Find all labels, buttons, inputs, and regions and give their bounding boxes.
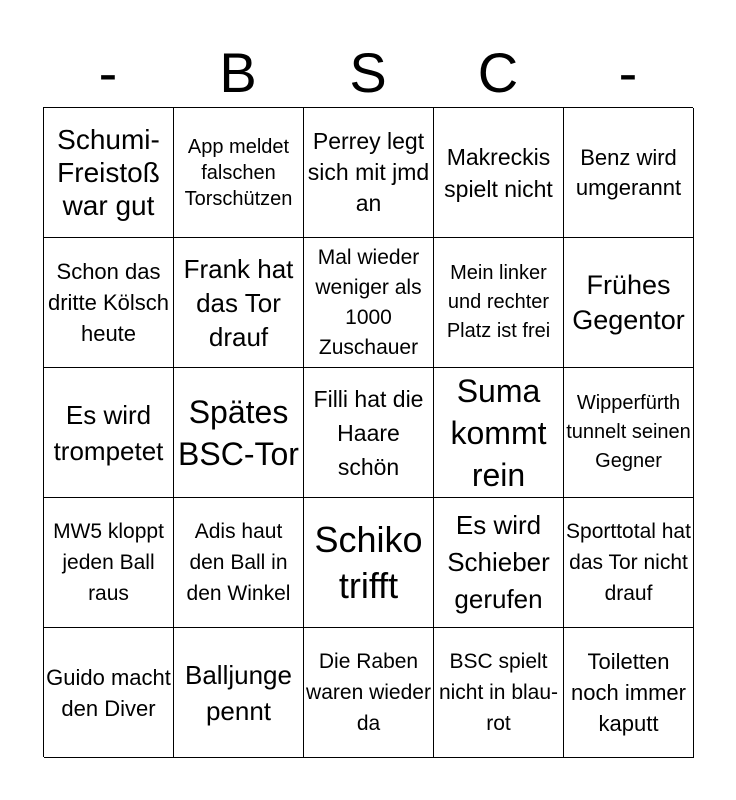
bingo-cell xyxy=(304,238,434,368)
cell-text: Schiko trifft xyxy=(314,518,423,606)
cell-text: Filli hat die Haare schön xyxy=(313,385,424,480)
bingo-cell xyxy=(434,238,564,368)
bingo-cell xyxy=(564,368,694,498)
bingo-grid xyxy=(43,107,693,757)
cell-text: Die Raben waren wieder da xyxy=(306,650,431,735)
cell-text: Balljunge pennt xyxy=(185,659,292,726)
bingo-cell xyxy=(304,498,434,628)
cell-text: BSC spielt nicht in blau-rot xyxy=(438,650,559,735)
cell-text: Adis haut den Ball in den Winkel xyxy=(186,520,291,605)
cell-text: Suma kommt rein xyxy=(450,372,547,493)
cell-text: Schumi-Freistoß war gut xyxy=(57,124,160,221)
header-letter: C xyxy=(477,41,519,104)
cell-text: Makreckis spielt nicht xyxy=(444,143,553,202)
bingo-cell xyxy=(564,498,694,628)
cell-text: Guido macht den Diver xyxy=(46,664,171,721)
cell-text: Spätes BSC-Tor xyxy=(178,393,299,472)
bingo-header xyxy=(43,38,693,108)
cell-text: Es wird Schieber gerufen xyxy=(447,510,550,614)
header-letter: - xyxy=(98,41,118,104)
cell-text: Frühes Gegentor xyxy=(572,269,685,335)
cell-text: MW5 kloppt jeden Ball raus xyxy=(53,520,164,605)
header-letter: - xyxy=(618,41,638,104)
bingo-cell xyxy=(44,108,174,238)
bingo-cell xyxy=(304,108,434,238)
bingo-cell xyxy=(434,368,564,498)
bingo-cell xyxy=(304,628,434,758)
cell-text: Es wird trompetet xyxy=(53,399,164,466)
bingo-cell xyxy=(434,628,564,758)
bingo-cell xyxy=(174,628,304,758)
cell-text: Wipperfürth tunnelt seinen Gegner xyxy=(566,392,691,472)
bingo-cell xyxy=(174,238,304,368)
cell-text: Toiletten noch immer kaputt xyxy=(571,649,686,736)
cell-text: Mein linker und rechter Platz ist frei xyxy=(446,262,551,342)
bingo-cell xyxy=(44,498,174,628)
bingo-cell xyxy=(434,108,564,238)
bingo-cell xyxy=(44,628,174,758)
bingo-cell xyxy=(564,108,694,238)
cell-text: Schon das dritte Kölsch heute xyxy=(47,259,170,346)
header-letter: S xyxy=(349,41,387,104)
bingo-cell xyxy=(44,368,174,498)
bingo-cell xyxy=(564,628,694,758)
bingo-cell xyxy=(564,238,694,368)
header-letter: B xyxy=(219,41,257,104)
bingo-cell xyxy=(174,108,304,238)
bingo-cell xyxy=(174,498,304,628)
cell-text: Perrey legt sich mit jmd an xyxy=(307,128,430,216)
bingo-cell xyxy=(304,368,434,498)
cell-text: Mal wieder weniger als 1000 Zuschauer xyxy=(315,245,422,359)
bingo-cell xyxy=(434,498,564,628)
cell-text: Sporttotal hat das Tor nicht drauf xyxy=(566,520,691,605)
bingo-cell xyxy=(44,238,174,368)
cell-text: Frank hat das Tor drauf xyxy=(183,253,294,352)
cell-text: App meldet falschen Torschützen xyxy=(184,135,293,210)
bingo-cell xyxy=(174,368,304,498)
cell-text: Benz wird umgerannt xyxy=(575,144,682,200)
